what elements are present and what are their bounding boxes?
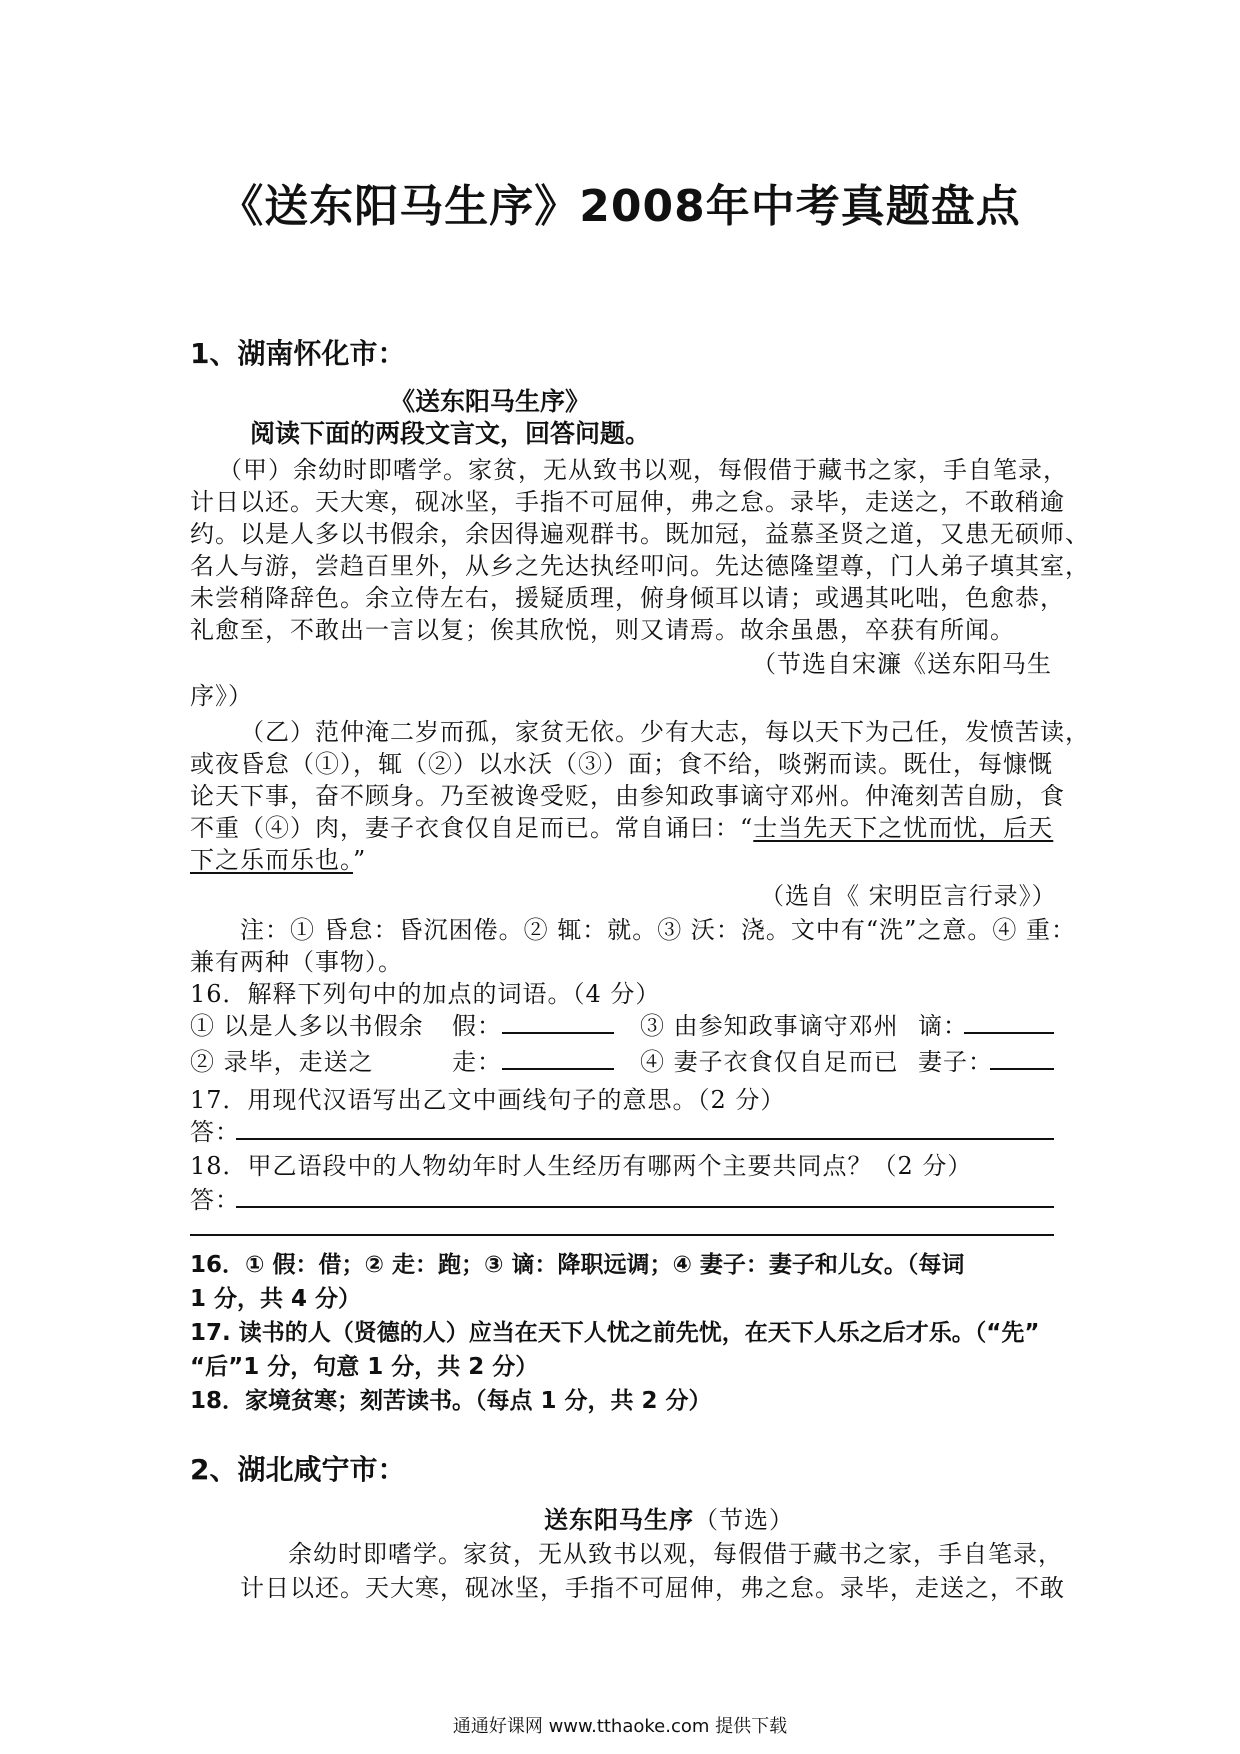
note: 注：① 昏怠：昏沉困倦。② 辄：就。③ 沃：浇。文中有“洗”之意。④ 重： [240, 916, 1077, 944]
jia-line: 礼愈至，不敢出一言以复；俟其欣悦，则又请焉。故余虽愚，卒获有所闻。 [190, 616, 1015, 644]
page-title: 《送东阳马生序》2008年中考真题盘点 [219, 181, 1021, 232]
answer-label-18: 答： [190, 1186, 240, 1214]
yi-source: （选自《 宋明臣言行录》） [760, 882, 1057, 910]
q16-item-1-label: 假： [452, 1012, 502, 1040]
section-2-subtitle-title: 送东阳马生序 [544, 1505, 694, 1534]
q16-item-2: ② 录毕，走送之 [190, 1048, 374, 1076]
section-2-subtitle-note: （节选） [694, 1506, 794, 1534]
q16-item-3-label: 谪： [918, 1012, 968, 1040]
yi-line: 或夜昏怠（①），辄（②）以水沃（③）面；食不给，啖粥而读。既仕，每慷慨 [190, 750, 1053, 778]
yi-line: 论天下事，奋不顾身。乃至被谗受贬，由参知政事谪守邓州。仲淹刻苦自励，食 [190, 782, 1065, 810]
underlined-sentence: 士当先天下之忧而忧，后天 [753, 814, 1054, 842]
section-2-subtitle [544, 1500, 794, 1535]
q16-item-4-label: 妻子： [918, 1048, 993, 1076]
answer-key-line: 18．家境贫寒；刻苦读书。（每点 1 分，共 2 分） [190, 1388, 712, 1414]
answer-key-line: 16．① 假：借；② 走：跑；③ 谪：降职远调；④ 妻子：妻子和儿女。（每词 [190, 1252, 965, 1278]
yi-line [190, 840, 366, 875]
jia-line: 未尝稍降辞色。余立侍左右，援疑质理，俯身倾耳以请；或遇其叱咄，色愈恭， [190, 584, 1065, 612]
jia-line: 计日以还。天大寒，砚冰坚，手指不可屈伸，弗之怠。录毕，走送之，不敢稍逾 [190, 488, 1065, 516]
jia-line: （甲）余幼时即嗜学。家贫，无从致书以观，每假借于藏书之家，手自笔录， [218, 456, 1068, 484]
yi-line: （乙）范仲淹二岁而孤，家贫无依。少有大志，每以天下为己任，发愤苦读， [240, 718, 1090, 746]
answer-key-line: “后”1 分，句意 1 分，共 2 分） [190, 1354, 539, 1380]
answer-blank-3[interactable] [964, 1032, 1054, 1034]
q16-item-2-label: 走： [452, 1048, 502, 1076]
answer-line-17[interactable] [236, 1138, 1054, 1140]
divider [190, 1234, 1054, 1236]
answer-blank-4[interactable] [990, 1068, 1054, 1070]
quote-close: ” [353, 846, 367, 874]
section-2-line: 余幼时即嗜学。家贫，无从致书以观，每假借于藏书之家，手自笔录， [288, 1540, 1063, 1568]
question-18: 18．甲乙语段中的人物幼年时人生经历有哪两个主要共同点？（2 分） [190, 1152, 973, 1180]
answer-key-line: 17. 读书的人（贤德的人）应当在天下人忧之前先忧，在天下人乐之后才乐。（“先” [190, 1320, 1040, 1346]
jia-line: 约。以是人多以书假余，余因得遍观群书。既加冠，益慕圣贤之道，又患无硕师、 [190, 520, 1090, 548]
note-cont: 兼有两种（事物）。 [190, 948, 403, 976]
q16-item-4: ④ 妻子衣食仅自足而已 [640, 1048, 899, 1076]
section-1-instruction: 阅读下面的两段文言文，回答问题。 [250, 419, 651, 448]
section-1-subtitle: 《送东阳马生序》 [390, 387, 591, 416]
question-17: 17．用现代汉语写出乙文中画线句子的意思。（2 分） [190, 1086, 786, 1114]
q16-item-1: ① 以是人多以书假余 [190, 1012, 424, 1040]
jia-source: （节选自宋濂《送东阳马生 [752, 650, 1052, 678]
answer-line-18[interactable] [236, 1206, 1054, 1208]
footer-credit: 通通好课网 www.tthaoke.com 提供下载 [452, 1716, 788, 1737]
answer-blank-1[interactable] [502, 1032, 614, 1034]
yi-line-text: 不重（④）肉，妻子衣食仅自足而已。常自诵曰：“ [190, 814, 754, 842]
jia-line: 名人与游，尝趋百里外，从乡之先达执经叩问。先达德隆望尊，门人弟子填其室， [190, 552, 1090, 580]
question-16: 16．解释下列句中的加点的词语。（4 分） [190, 980, 661, 1008]
underlined-sentence-cont: 下之乐而乐也。 [190, 846, 353, 874]
jia-source-cont: 序》） [190, 682, 253, 710]
answer-label-17: 答： [190, 1118, 240, 1146]
section-1-heading: 1、湖南怀化市： [190, 337, 406, 370]
section-2-line: 计日以还。天大寒，砚冰坚，手指不可屈伸，弗之怠。录毕，走送之，不敢 [240, 1574, 1065, 1602]
q16-item-3: ③ 由参知政事谪守邓州 [640, 1012, 899, 1040]
yi-line [190, 808, 1053, 843]
section-2-heading: 2、湖北咸宁市： [190, 1453, 406, 1486]
answer-key-line: 1 分，共 4 分） [190, 1286, 362, 1312]
answer-blank-2[interactable] [502, 1068, 614, 1070]
